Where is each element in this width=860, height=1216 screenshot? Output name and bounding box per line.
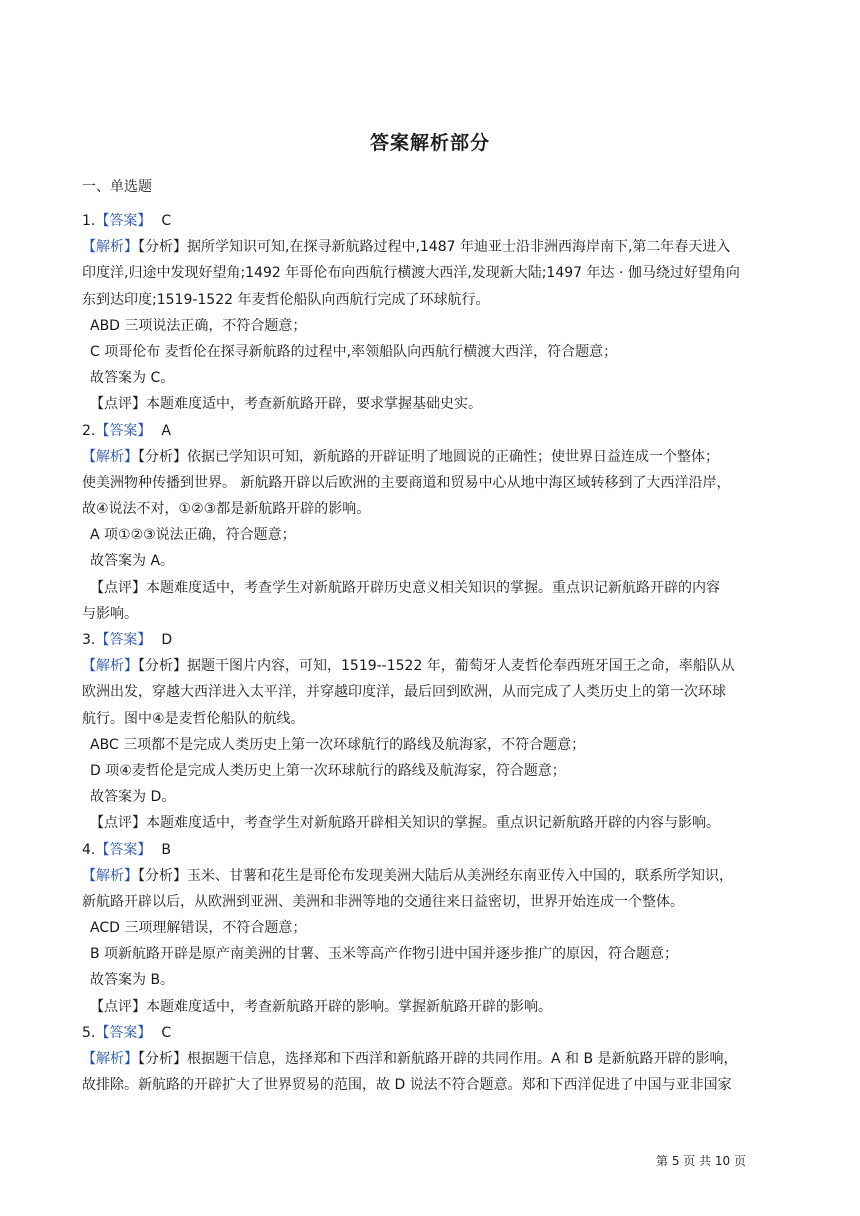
analysis-line [82, 653, 782, 679]
answer-value: D [161, 632, 173, 648]
answer-label: 【答案】 [95, 632, 152, 648]
question-1-answer-line [82, 208, 782, 234]
analysis-text: 【分析】据所学知识可知,在探寻新航路过程中,1487 年迪亚士沿非洲西海岸南下,第二年春天进入 [138, 239, 731, 256]
answer-value: A [161, 422, 171, 439]
question-5-answer-line [82, 1020, 782, 1046]
comment-line: 与影响。 [82, 605, 138, 622]
question-3-answer-line [82, 627, 782, 653]
analysis-line: 故排除。新航路的开辟扩大了世界贸易的范围，故 D 说法不符合题意。郑和下西洋促进了中国与亚非国家 [82, 1077, 732, 1094]
comment-line: 【点评】本题难度适中，考查新航路开辟，要求掌握基础史实。 [90, 396, 482, 413]
question-number: 5. [82, 1024, 96, 1041]
analysis-line: 故答案为 A。 [90, 553, 175, 570]
analysis-text: 【分析】根据题干信息，选择郑和下西洋和新航路开辟的共同作用。A 和 B 是新航路开辟的影响， [138, 1051, 738, 1067]
answer-label: 【答案】 [95, 841, 152, 858]
section-heading: 一、单选题 [82, 179, 152, 195]
answer-value: C [161, 213, 172, 229]
analysis-line: ABD 三项说法正确，不符合题意； [90, 317, 307, 334]
analysis-line: A 项①②③说法正确，符合题意； [90, 527, 296, 544]
analysis-line: 使美洲物种传播到世界。 新航路开辟以后欧洲的主要商道和贸易中心从地中海区域转移到了大西洋沿岸， [82, 474, 731, 491]
question-4-answer-line [82, 837, 782, 863]
analysis-line: 航行。图中④是麦哲伦船队的航线。 [82, 710, 305, 727]
question-number: 2. [82, 422, 96, 439]
analysis-line: 故答案为 D。 [90, 789, 176, 806]
analysis-label: 【解析】 [82, 239, 138, 256]
question-number: 1. [82, 213, 96, 229]
analysis-label: 【解析】 [82, 658, 138, 675]
answer-content [82, 208, 782, 1098]
analysis-text: 【分析】玉米、甘薯和花生是哥伦布发现美洲大陆后从美洲经东南亚传入中国的，联系所学知识， [138, 867, 733, 884]
answer-label: 【答案】 [95, 213, 152, 229]
analysis-line: 新航路开辟以后，从欧洲到亚洲、美洲和非洲等地的交通往来日益密切，世界开始连成一个整体。 [82, 893, 684, 910]
analysis-line: 故答案为 B。 [90, 972, 175, 989]
analysis-line [82, 863, 782, 889]
analysis-line: D 项④麦哲伦是完成人类历史上第一次环球航行的路线及航海家，符合题意； [90, 762, 566, 779]
analysis-line: 故答案为 C。 [90, 370, 175, 387]
analysis-line: 东到达印度;1519-1522 年麦哲伦船队向西航行完成了环球航行。 [82, 291, 490, 308]
comment-line: 【点评】本题难度适中，考查学生对新航路开辟历史意义相关知识的掌握。重点识记新航路开辟的内容 [90, 579, 720, 596]
analysis-line: ABC 三项都不是完成人类历史上第一次环球航行的路线及航海家，不符合题意； [90, 736, 586, 753]
analysis-line: 欧洲出发，穿越大西洋进入太平洋，并穿越印度洋，最后回到欧洲，从而完成了人类历史上的第一次环球 [82, 684, 726, 701]
analysis-text: 【分析】依据已学知识可知，新航路的开辟证明了地圆说的正确性；使世界日益连成一个整体； [138, 448, 719, 465]
answer-value: B [161, 841, 171, 858]
answer-label: 【答案】 [95, 1024, 152, 1041]
page-footer: 第 5 页 共 10 页 [656, 1154, 746, 1168]
analysis-line [82, 444, 782, 470]
analysis-text: 【分析】据题干图片内容，可知，1519--1522 年，葡萄牙人麦哲伦奉西班牙国王之命，率船队从 [138, 658, 735, 675]
page-title: 答案解析部分 [369, 132, 490, 154]
analysis-line: 印度洋,归途中发现好望角;1492 年哥伦布向西航行横渡大西洋,发现新大陆;1497 年达 · 伽马绕过好望角向 [82, 265, 740, 282]
answer-label: 【答案】 [95, 422, 152, 439]
analysis-label: 【解析】 [82, 867, 138, 884]
analysis-line: C 项哥伦布 麦哲伦在探寻新航路的过程中,率领船队向西航行横渡大西洋，符合题意； [90, 343, 618, 360]
question-number: 3. [82, 632, 96, 648]
analysis-line [82, 234, 782, 260]
analysis-line: 故④说法不对，①②③都是新航路开辟的影响。 [82, 501, 371, 518]
comment-line: 【点评】本题难度适中，考查学生对新航路开辟相关知识的掌握。重点识记新航路开辟的内容与影响。 [90, 815, 720, 832]
answer-value: C [161, 1024, 172, 1041]
analysis-label: 【解析】 [82, 1051, 138, 1067]
question-number: 4. [82, 841, 96, 858]
analysis-label: 【解析】 [82, 448, 138, 465]
question-2-answer-line [82, 418, 782, 444]
analysis-line: ACD 三项理解错误，不符合题意； [90, 920, 307, 937]
analysis-line [82, 1046, 782, 1072]
comment-line: 【点评】本题难度适中，考查新航路开辟的影响。掌握新航路开辟的影响。 [90, 998, 552, 1015]
analysis-line: B 项新航路开辟是原产南美洲的甘薯、玉米等高产作物引进中国并逐步推广的原因，符合题意； [90, 946, 679, 963]
